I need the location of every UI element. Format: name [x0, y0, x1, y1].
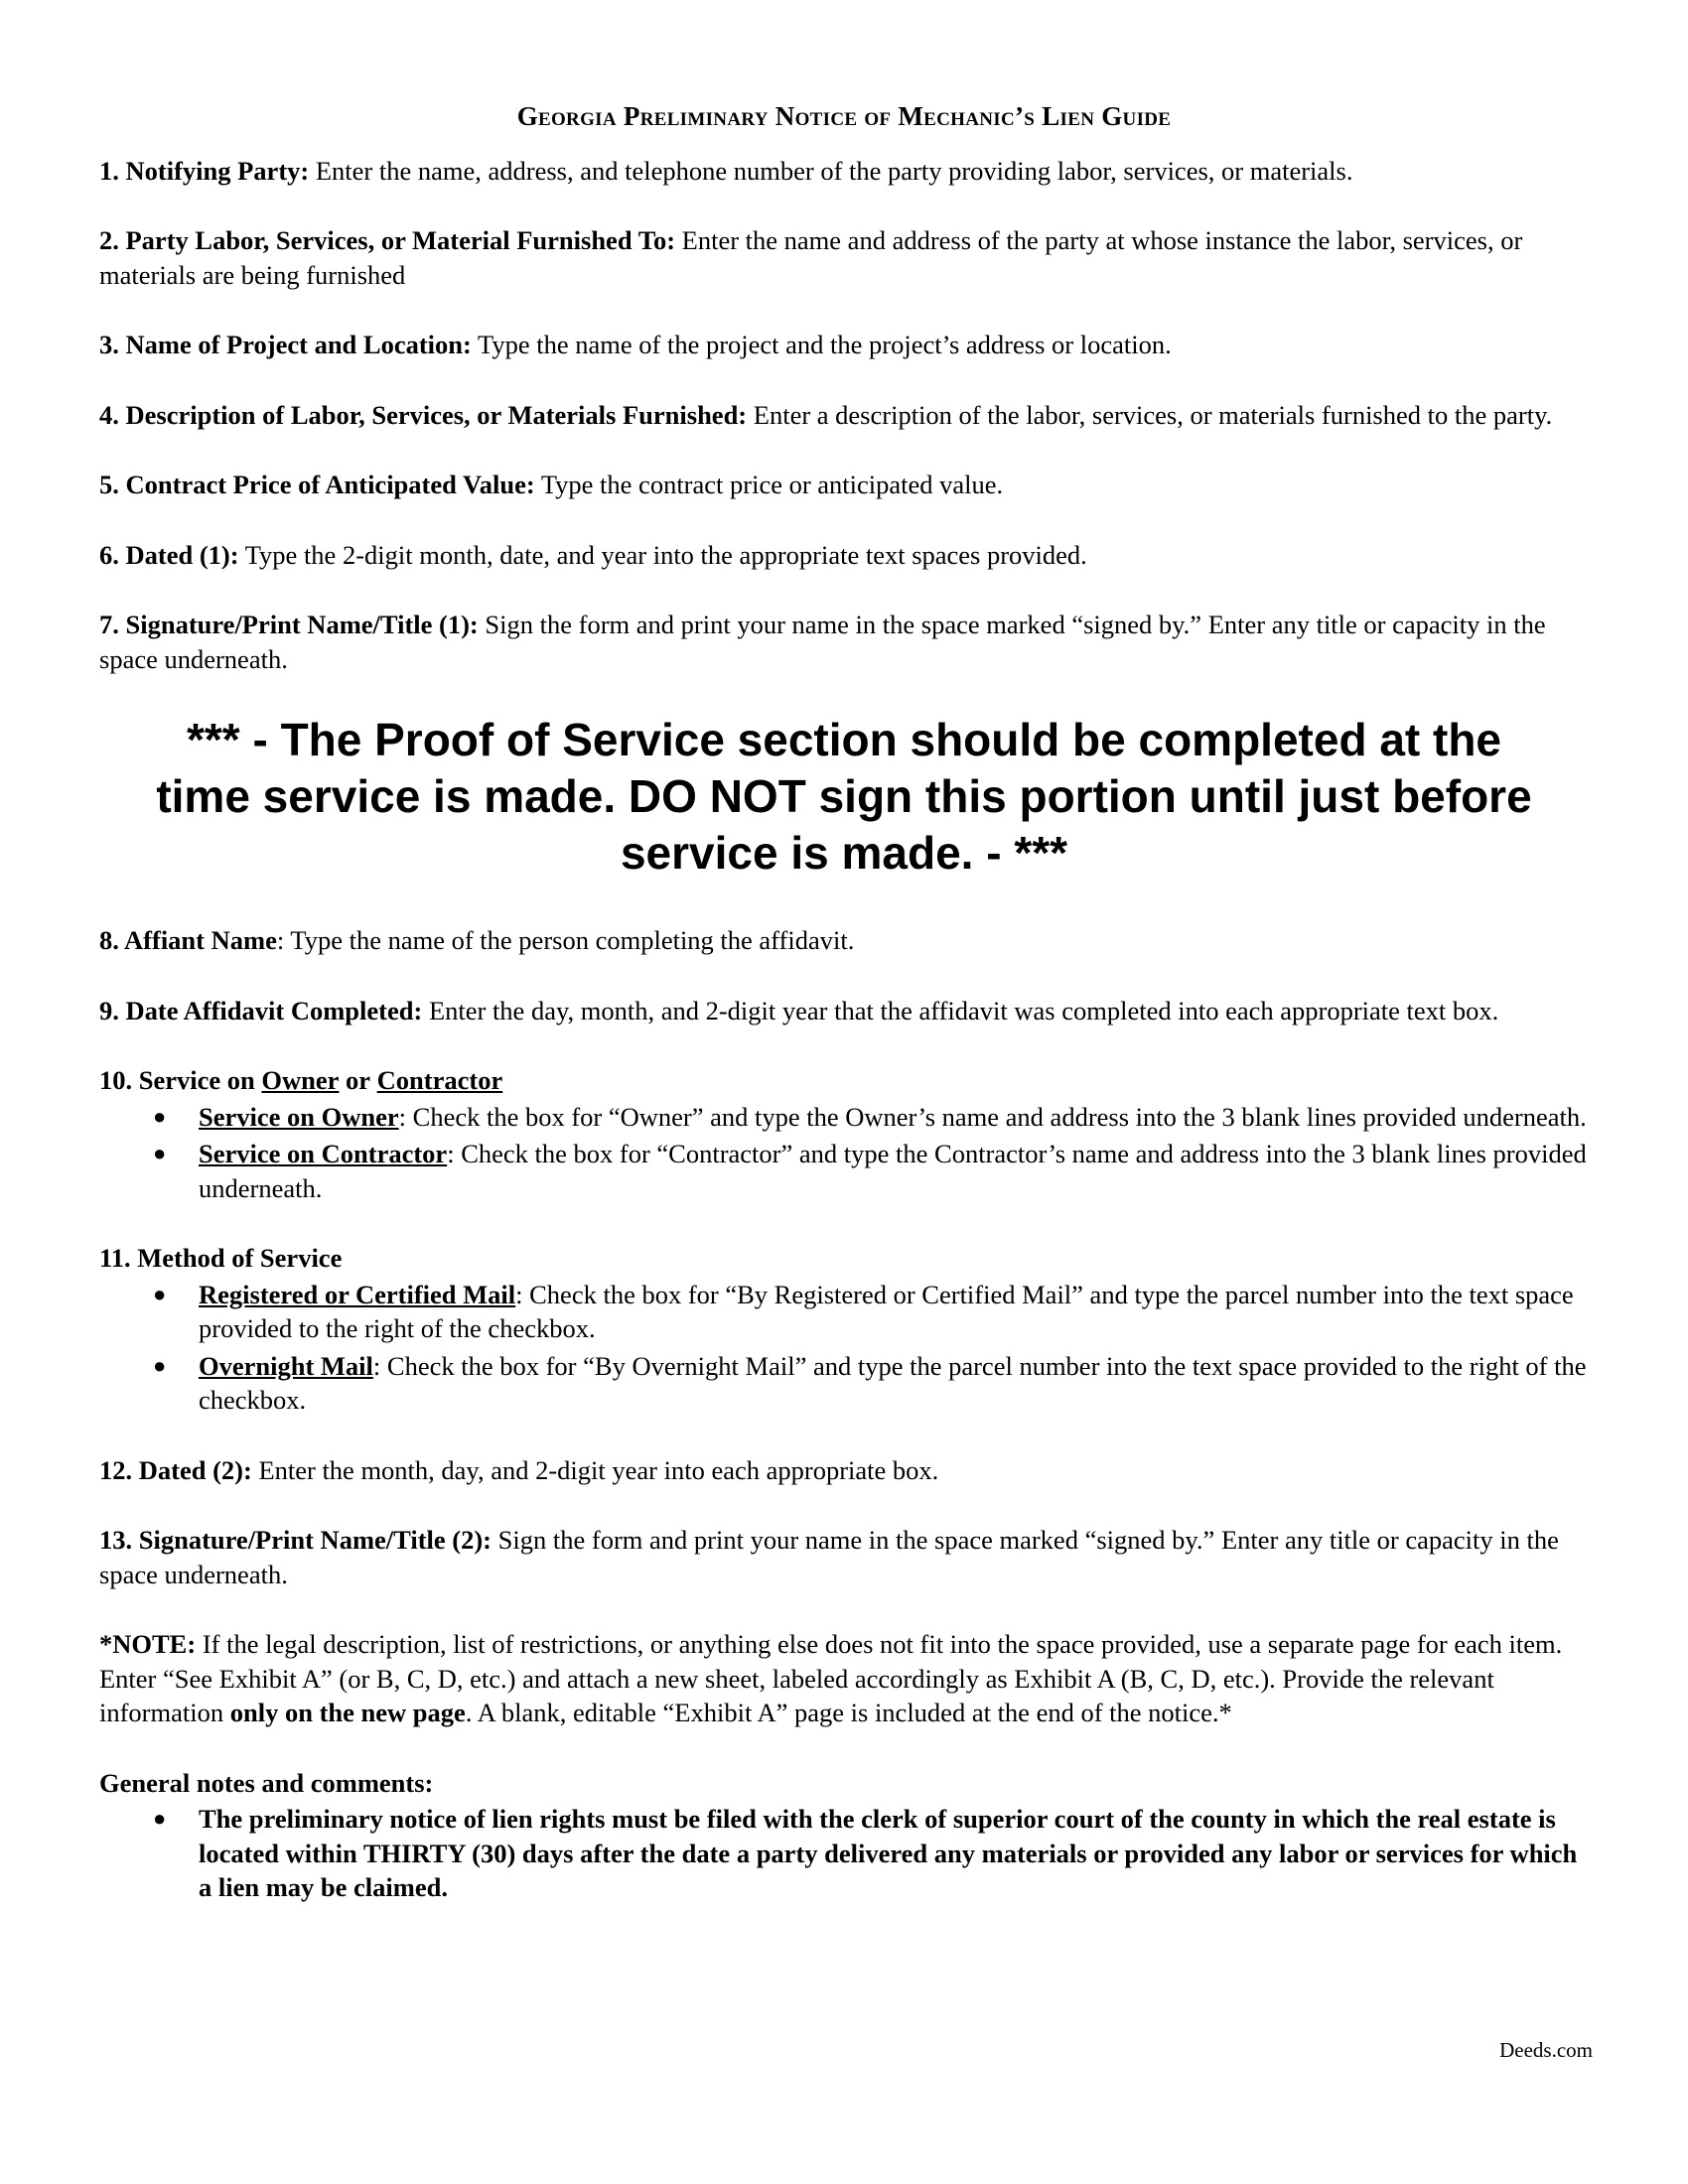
item-label: Overnight Mail — [199, 1350, 373, 1381]
item-label: Service on Contractor — [199, 1139, 448, 1168]
item-text: : Check the box for “By Overnight Mail” and type the parcel number into the text space provided to the right of the checkbox. — [199, 1350, 1587, 1415]
list-item — [99, 1100, 1589, 1135]
note-text: If the legal description, list of restrictions, or anything else does not fit into the space provided, use a separate page for each item. Enter “See Exhibit A” (or B, C, D, etc.) and attach a new sheet, labeled accordingly as Exhibit A (B, C, D, etc.). Provide the relevant information — [99, 1629, 1563, 1727]
instruction-item-13 — [99, 1523, 1589, 1591]
instruction-item-3 — [99, 328, 1589, 362]
section-10-prefix: 10. Service on — [99, 1065, 255, 1095]
item-label: 13. Signature/Print Name/Title (2): — [99, 1525, 492, 1555]
bullet-icon: ● — [153, 1103, 167, 1129]
contractor-term: Contractor — [376, 1065, 503, 1095]
item-text: Enter the month, day, and 2-digit year into each appropriate box. — [258, 1454, 939, 1485]
item-label: 7. Signature/Print Name/Title (1): — [99, 610, 479, 639]
instruction-item-4 — [99, 398, 1589, 433]
item-text: Enter the name, address, and telephone number of the party providing labor, services, or materials. — [315, 155, 1353, 186]
note-text-end: . A blank, editable “Exhibit A” page is included at the end of the notice.* — [465, 1698, 1232, 1727]
section-10-heading — [99, 1063, 1589, 1098]
item-label: 6. Dated (1): — [99, 539, 239, 570]
instruction-item-12 — [99, 1453, 1589, 1488]
section-11-list — [99, 1278, 1589, 1418]
item-text: : Check the box for “By Registered or Certified Mail” and type the parcel number into the text space provided to the right of the checkbox. — [199, 1279, 1574, 1343]
general-notes-heading: General notes and comments: — [99, 1767, 434, 1798]
bullet-icon: ● — [153, 1806, 167, 1831]
owner-term: Owner — [261, 1065, 340, 1095]
bullet-icon: ● — [153, 1141, 167, 1165]
proof-of-service-warning: *** - The Proof of Service section should be completed at the time service is made. DO NOT sign this portion until just before service is made. - *** — [156, 714, 1532, 879]
note-label: *NOTE: — [99, 1629, 197, 1659]
list-item — [99, 1278, 1589, 1346]
page-title: Georgia Preliminary Notice of Mechanic’s Lien Guide — [516, 101, 1172, 131]
item-label: 9. Date Affidavit Completed: — [99, 995, 423, 1025]
footer-brand: Deeds.com — [1499, 2038, 1593, 2062]
item-label: 3. Name of Project and Location: — [99, 330, 472, 359]
item-label: 2. Party Labor, Services, or Material Furnished To: — [99, 225, 676, 255]
item-text: Sign the form and print your name in the space marked “signed by.” Enter any title or capacity in the space underneath. — [99, 610, 1546, 674]
bullet-icon: ● — [153, 1352, 167, 1378]
item-label: Service on Owner — [199, 1101, 399, 1132]
section-11-heading: 11. Method of Service — [99, 1243, 343, 1273]
general-notes-list — [99, 1802, 1589, 1905]
item-text: Type the contract price or anticipated value. — [540, 470, 1004, 499]
instruction-item-1 — [99, 154, 1589, 189]
item-label: 8. Affiant Name — [99, 925, 277, 955]
list-item — [99, 1137, 1589, 1205]
item-label: 1. Notifying Party: — [99, 155, 310, 186]
item-text: : Check the box for “Contractor” and type the Contractor’s name and address into the 3 blank lines provided underneath. — [199, 1139, 1587, 1203]
item-text: Type the 2-digit month, date, and year into the appropriate text spaces provided. — [244, 539, 1087, 570]
instruction-item-6 — [99, 538, 1589, 573]
general-note-text: The preliminary notice of lien rights must be filed with the clerk of superior court of the county in which the real estate is located within THIRTY (30) days after the date a party delivered any materials or provided any labor or services for which a lien may be claimed. — [199, 1804, 1578, 1902]
item-text: Type the name of the project and the project’s address or location. — [478, 330, 1172, 359]
item-text: Sign the form and print your name in the space marked “signed by.” Enter any title or capacity in the space underneath. — [99, 1525, 1559, 1589]
list-item — [99, 1349, 1589, 1418]
exhibit-note — [99, 1627, 1589, 1730]
item-label: 4. Description of Labor, Services, or Materials Furnished: — [99, 399, 748, 430]
document-body — [99, 99, 1589, 1941]
instruction-item-5 — [99, 468, 1589, 502]
item-label: Registered or Certified Mail — [199, 1279, 516, 1309]
instruction-item-2 — [99, 223, 1589, 292]
bullet-icon: ● — [153, 1281, 167, 1306]
instruction-item-9 — [99, 994, 1589, 1028]
instruction-item-8 — [99, 923, 1589, 958]
item-text: Enter the name and address of the party at whose instance the labor, services, or materials are being furnished — [99, 225, 1523, 290]
item-text: Enter the day, month, and 2-digit year that the affidavit was completed into each appropriate text box. — [428, 995, 1499, 1025]
instruction-item-7 — [99, 608, 1589, 676]
list-item — [99, 1802, 1589, 1905]
item-label: 5. Contract Price of Anticipated Value: — [99, 470, 535, 499]
item-label: 12. Dated (2): — [99, 1454, 252, 1485]
item-text: Enter a description of the labor, services, or materials furnished to the party. — [753, 399, 1553, 430]
item-text: : Check the box for “Owner” and type the Owner’s name and address into the 3 blank lines provided underneath. — [398, 1101, 1587, 1132]
section-10-list — [99, 1100, 1589, 1206]
item-text: : Type the name of the person completing the affidavit. — [276, 925, 855, 955]
note-emphasis: only on the new page — [229, 1698, 466, 1727]
section-10-or: or — [346, 1065, 371, 1095]
